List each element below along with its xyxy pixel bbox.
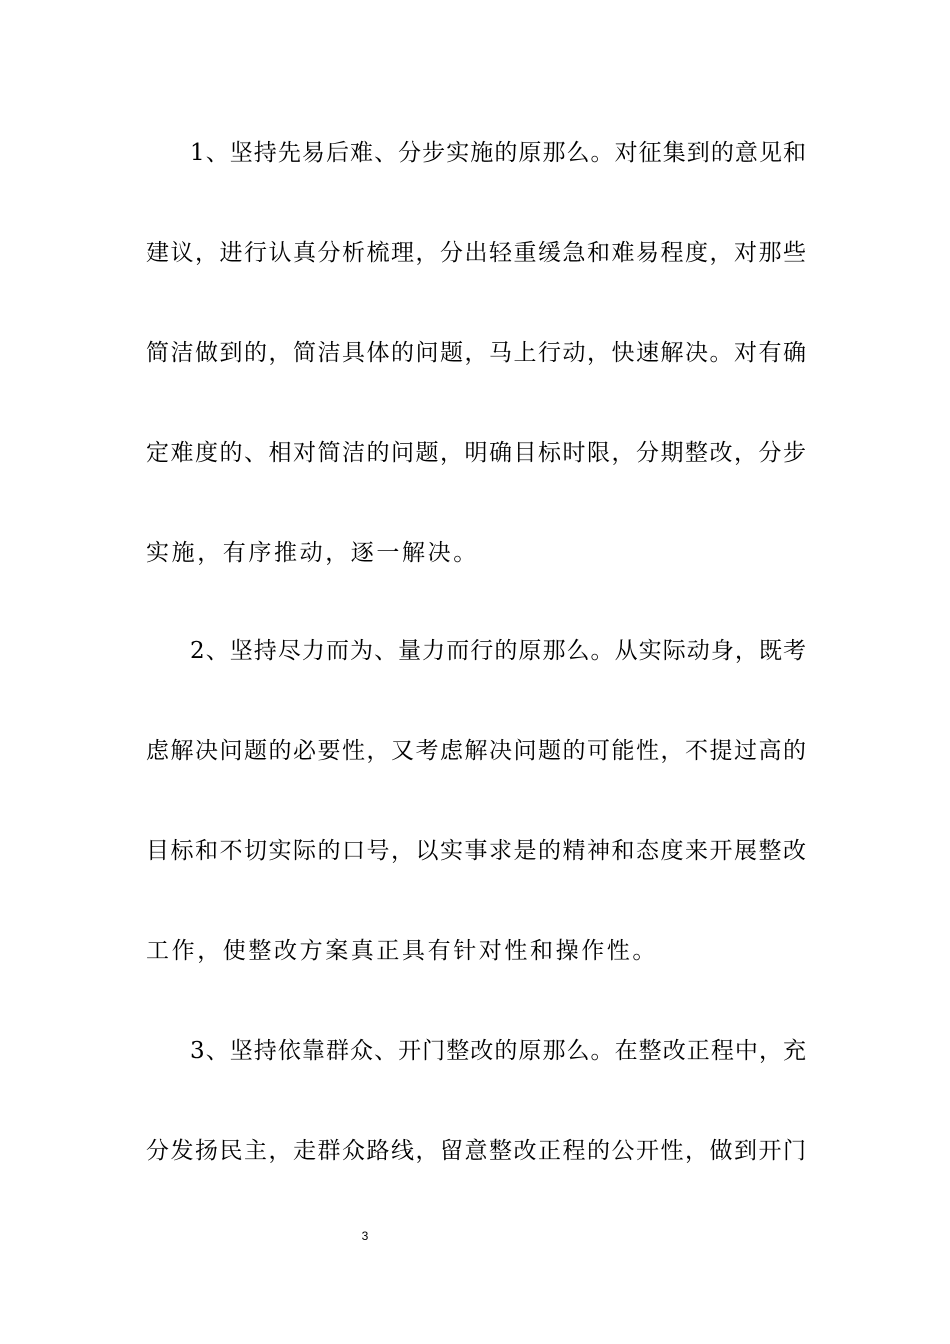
paragraph-2-line-4: 工作，使整改方案真正具有针对性和操作性。 [146,938,658,964]
paragraph-2-line-1: 2、坚持尽力而为、量力而行的原那么。从实际动身，既考 [190,638,806,664]
paragraph-1-line-2: 建议，进行认真分析梳理，分出轻重缓急和难易程度，对那些 [146,240,806,266]
paragraph-1-line-5: 实施，有序推动，逐一解决。 [146,540,479,566]
paragraph-1-line-1: 1、坚持先易后难、分步实施的原那么。对征集到的意见和 [190,140,806,166]
page-number: 3 [361,1229,369,1243]
paragraph-3-line-1: 3、坚持依靠群众、开门整改的原那么。在整改正程中，充 [190,1038,806,1064]
paragraph-2-line-3: 目标和不切实际的口号，以实事求是的精神和态度来开展整改 [146,838,806,864]
paragraph-2-line-2: 虑解决问题的必要性，又考虑解决问题的可能性，不提过高的 [146,738,806,764]
paragraph-3-line-2: 分发扬民主，走群众路线，留意整改正程的公开性，做到开门 [146,1138,806,1164]
paragraph-1-line-3: 简洁做到的，简洁具体的问题，马上行动，快速解决。对有确 [146,340,806,366]
paragraph-1-line-4: 定难度的、相对简洁的问题，明确目标时限，分期整改，分步 [146,440,806,466]
